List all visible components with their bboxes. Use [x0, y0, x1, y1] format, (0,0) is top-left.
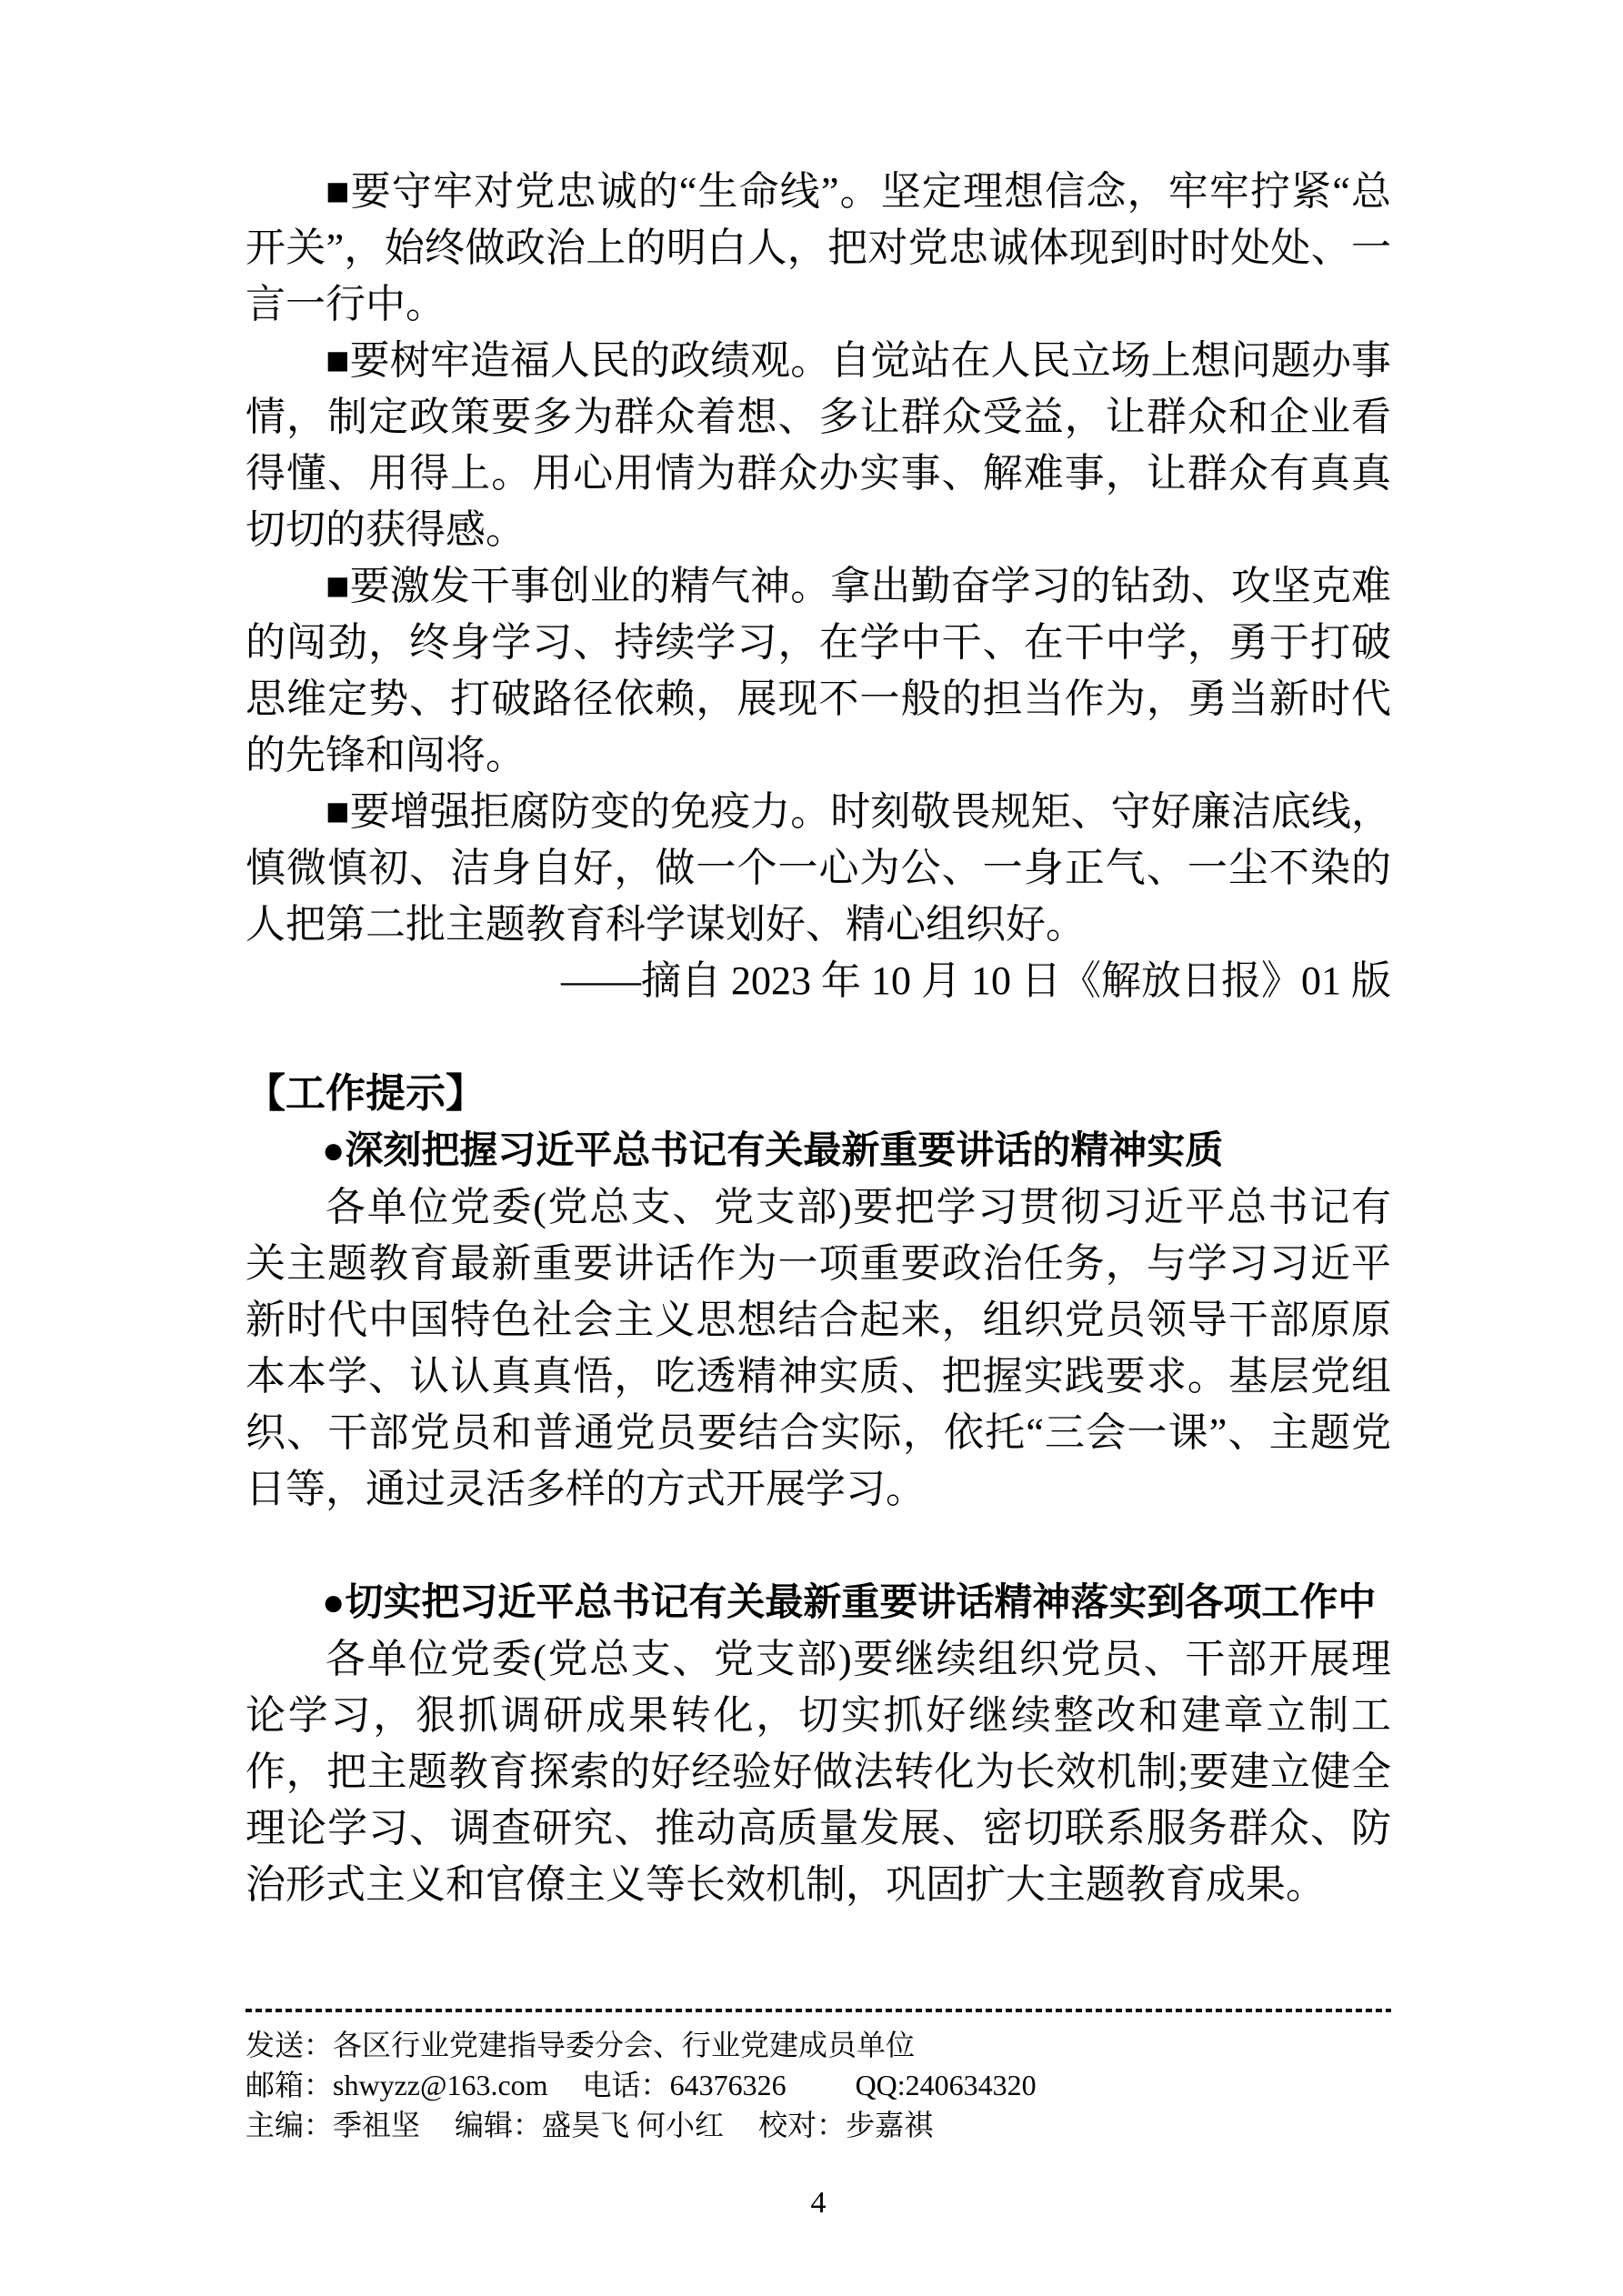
- tip-body: 各单位党委(党总支、党支部)要把学习贯彻习近平总书记有关主题教育最新重要讲话作为一项重要政治任务，与学习习近平新时代中国特色社会主义思想结合起来，组织党员领导干部原原本本学、认认真真悟，吃透精神实质、把握实践要求。基层党组织、干部党员和普通党员要结合实际，依托“三会一课”、主题党日等，通过灵活多样的方式开展学习。: [245, 1185, 1391, 1511]
- tip-item: [245, 1574, 1391, 1913]
- send-label: 发送：: [245, 2029, 334, 2061]
- phone-label: 电话：: [582, 2069, 670, 2101]
- square-bullet-icon: ■: [326, 564, 350, 608]
- paragraph-text: 要守牢对党忠诚的“生命线”。坚定理想信念，牢牢拧紧“总开关”，始终做政治上的明白人，把对党忠诚体现到时时处处、一言一行中。: [245, 169, 1391, 326]
- email-value: shwyzz@163.com: [333, 2069, 548, 2101]
- tip-title-text: 切实把习近平总书记有关最新重要讲话精神落实到各项工作中: [345, 1580, 1377, 1623]
- paragraph-text: 要树牢造福人民的政绩观。自觉站在人民立场上想问题办事情，制定政策要多为群众着想、多让群众受益，让群众和企业看得懂、用得上。用心用情为群众办实事、解难事，让群众有真真切切的获得感。: [245, 338, 1392, 552]
- circle-bullet-icon: ●: [322, 1130, 346, 1172]
- excerpt-paragraph: [245, 784, 1391, 953]
- attribution-line: ——摘自 2023 年 10 月 10 日《解放日报》01 版: [561, 958, 1391, 1003]
- tip-body: 各单位党委(党总支、党支部)要继续组织党员、干部开展理论学习，狠抓调研成果转化，切实抓好继续整改和建章立制工作，把主题教育探索的好经验好做法转化为长效机制;要建立健全理论学习、调查研究、推动高质量发展、密切联系服务群众、防治形式主义和官僚主义等长效机制，巩固扩大主题教育成果。: [245, 1637, 1391, 1907]
- footer-separator: [245, 2009, 1391, 2012]
- circle-bullet-icon: ●: [322, 1582, 346, 1624]
- paragraph-text: 要增强拒腐防变的免疫力。时刻敬畏规矩、守好廉洁底线，慎微慎初、洁身自好，做一个一心为公、一身正气、一尘不染的人把第二批主题教育科学谋划好、精心组织好。: [245, 789, 1392, 947]
- qq-label: QQ:: [855, 2069, 906, 2101]
- footer-contact-line: [245, 2065, 1391, 2105]
- square-bullet-icon: ■: [326, 789, 350, 834]
- chief-editor-label: 主编：: [245, 2109, 334, 2141]
- footer-staff-line: [245, 2105, 1391, 2145]
- page-number: 4: [810, 2186, 827, 2220]
- editors-label: 编辑：: [455, 2109, 543, 2141]
- editors-value: 盛昊飞 何小红: [542, 2109, 725, 2141]
- excerpt-section: [245, 164, 1391, 1009]
- footer-send-line: [245, 2025, 1391, 2065]
- excerpt-paragraph: [245, 333, 1391, 558]
- paragraph-text: 要激发干事创业的精气神。拿出勤奋学习的钻劲、攻坚克难的闯劲，终身学习、持续学习，在学中干、在干中学，勇于打破思维定势、打破路径依赖，展现不一般的担当作为，勇当新时代的先锋和闯将。: [245, 564, 1392, 777]
- excerpt-paragraph: [245, 164, 1391, 333]
- footer-block: [245, 2025, 1391, 2145]
- proofreader-label: 校对：: [758, 2109, 847, 2141]
- work-tips-section: [245, 1066, 1391, 1913]
- square-bullet-icon: ■: [326, 338, 350, 383]
- work-tips-heading: 【工作提示】: [245, 1071, 486, 1116]
- phone-value: 64376326: [669, 2069, 786, 2101]
- tip-title-text: 深刻把握习近平总书记有关最新重要讲话的精神实质: [345, 1128, 1224, 1171]
- tip-title: [245, 1122, 1391, 1179]
- proofreader-value: 步嘉祺: [846, 2109, 934, 2141]
- tip-title: [245, 1574, 1391, 1631]
- square-bullet-icon: ■: [326, 169, 351, 214]
- email-label: 邮箱：: [245, 2069, 334, 2101]
- qq-value: 240634320: [905, 2069, 1037, 2101]
- excerpt-paragraph: [245, 558, 1391, 784]
- chief-editor-value: 季祖坚: [333, 2109, 421, 2141]
- send-value: 各区行业党建指导委分会、行业党建成员单位: [333, 2029, 916, 2061]
- page-content: [245, 164, 1391, 2223]
- tip-item: [245, 1122, 1391, 1518]
